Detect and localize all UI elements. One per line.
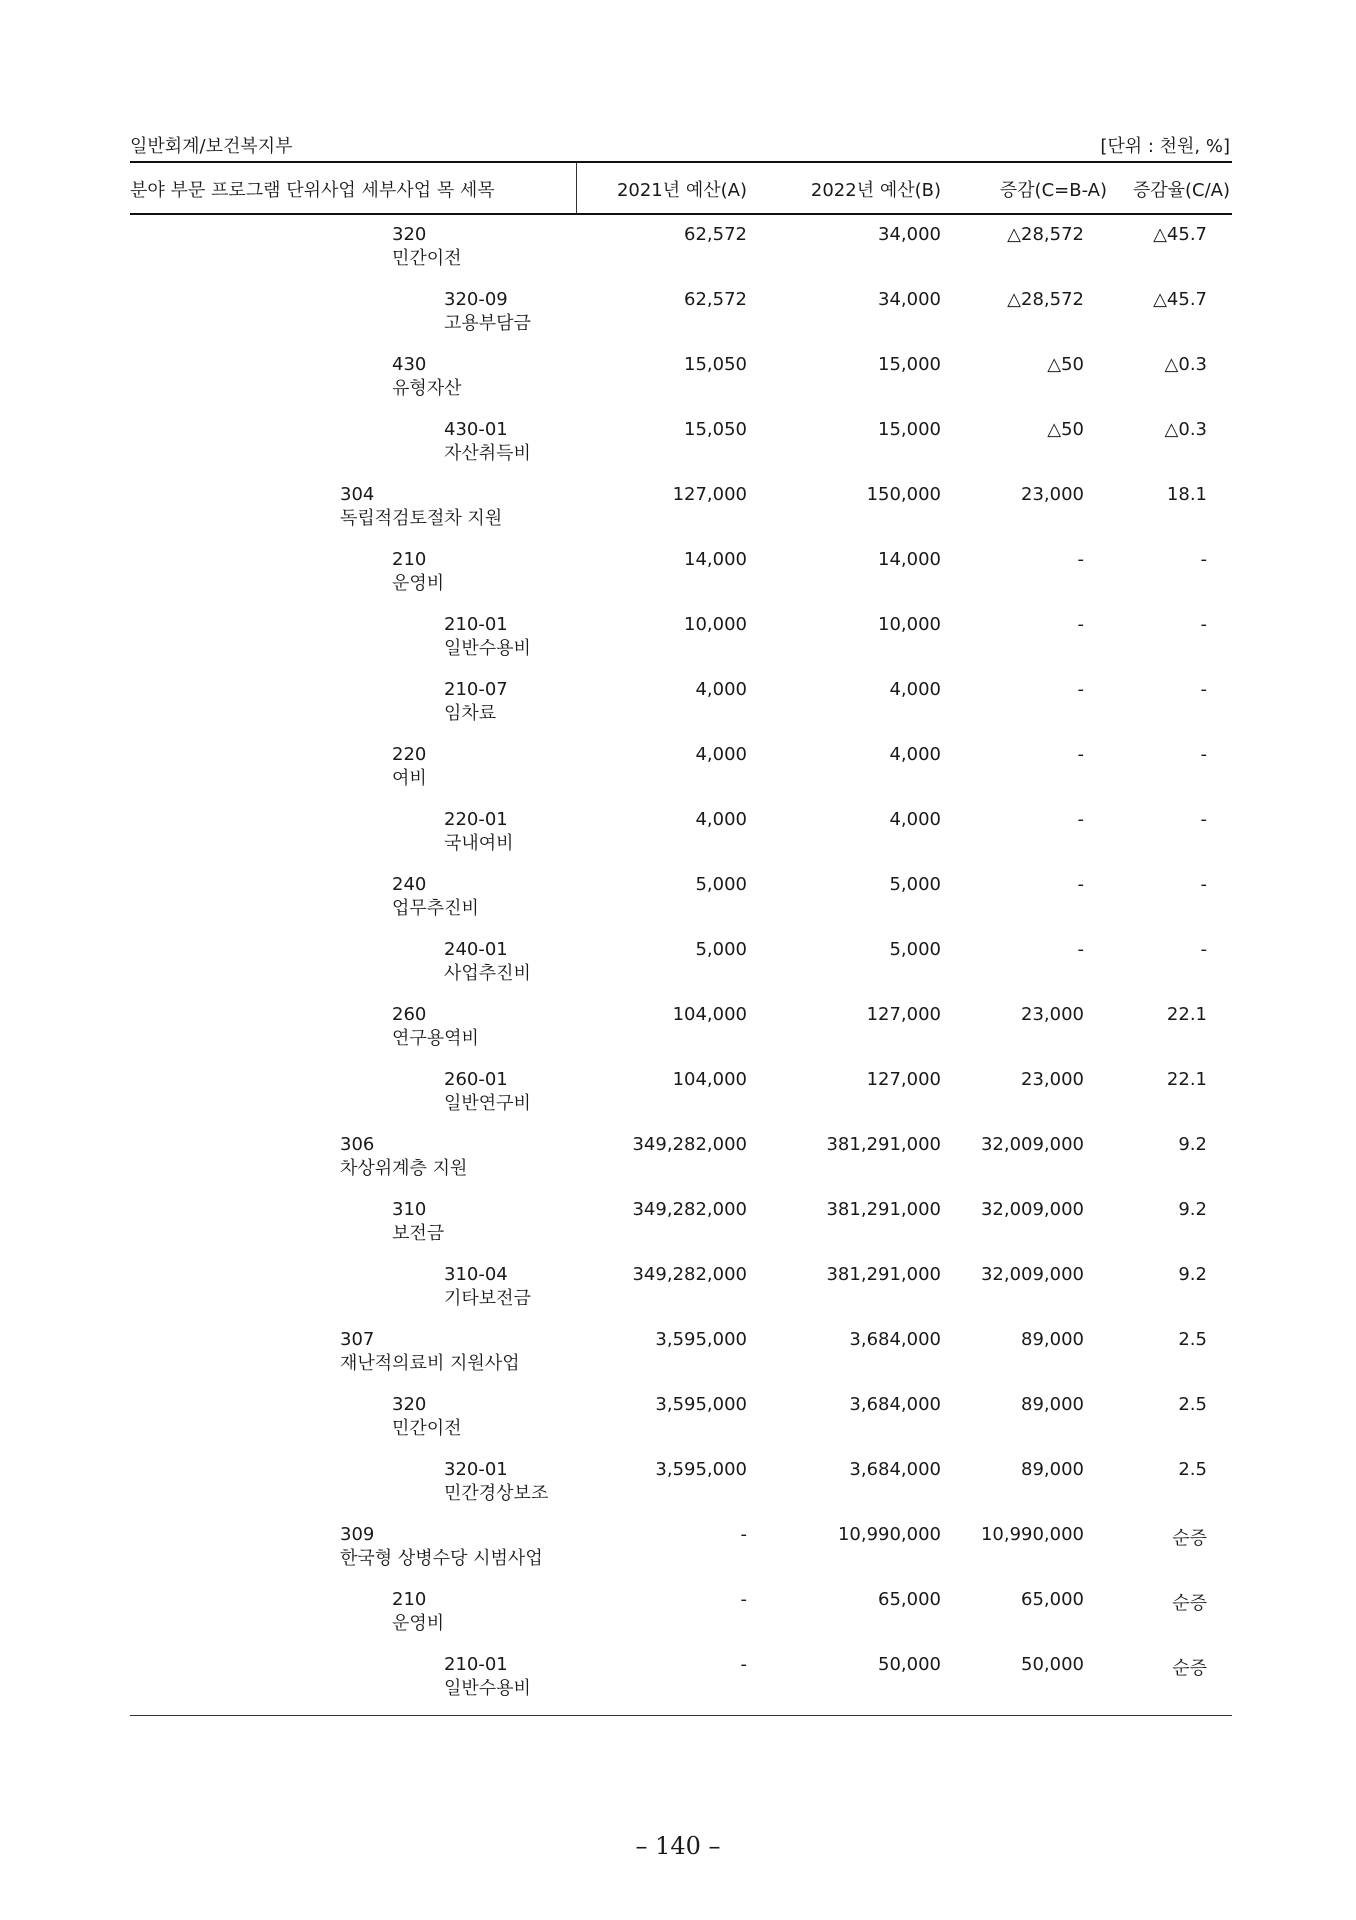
row-budget-2021: 14,000 (684, 549, 747, 570)
row-change: - (1077, 939, 1084, 960)
row-name: 한국형 상병수당 시범사업 (340, 1548, 543, 1569)
row-change: 23,000 (1021, 1004, 1084, 1025)
header-divider (576, 163, 577, 213)
row-change: 89,000 (1021, 1394, 1084, 1415)
row-budget-2021: 349,282,000 (632, 1134, 747, 1155)
table-row (130, 1132, 1232, 1197)
row-change: - (1077, 874, 1084, 895)
row-budget-2022: 5,000 (889, 939, 941, 960)
table-body (130, 222, 1232, 1717)
row-code: 210 (392, 549, 427, 570)
table-row (130, 612, 1232, 677)
table-row (130, 1002, 1232, 1067)
table-row (130, 807, 1232, 872)
row-name: 민간이전 (392, 1418, 462, 1439)
row-budget-2022: 3,684,000 (849, 1394, 941, 1415)
row-name: 운영비 (392, 1613, 445, 1634)
row-rate: - (1200, 939, 1207, 960)
table-row (130, 287, 1232, 352)
row-rate: 22.1 (1166, 1004, 1207, 1025)
row-budget-2021: - (740, 1524, 747, 1545)
row-budget-2021: 4,000 (695, 679, 747, 700)
header-budget-2022: 2022년 예산(B) (810, 180, 941, 201)
row-change: △50 (1047, 354, 1084, 375)
row-name: 연구용역비 (392, 1028, 479, 1049)
row-budget-2022: 127,000 (866, 1004, 941, 1025)
row-name: 민간경상보조 (444, 1483, 549, 1504)
row-budget-2021: 127,000 (672, 484, 747, 505)
row-name: 일반수용비 (444, 638, 531, 659)
row-budget-2021: 62,572 (684, 289, 747, 310)
row-budget-2022: 381,291,000 (826, 1134, 941, 1155)
row-budget-2021: - (740, 1654, 747, 1675)
header-category: 분야 부문 프로그램 단위사업 세부사업 목 세목 (130, 180, 495, 201)
page-number: – 140 – (635, 1832, 721, 1860)
row-budget-2022: 10,000 (878, 614, 941, 635)
row-code: 260 (392, 1004, 427, 1025)
row-change: 89,000 (1021, 1329, 1084, 1350)
row-budget-2021: 3,595,000 (655, 1459, 747, 1480)
table-row (130, 872, 1232, 937)
document-title: 일반회계/보건복지부 (130, 136, 293, 157)
table-row (130, 1522, 1232, 1587)
row-code: 210-01 (444, 614, 508, 635)
row-name: 기타보전금 (444, 1288, 531, 1309)
row-budget-2022: 150,000 (866, 484, 941, 505)
row-budget-2022: 34,000 (878, 289, 941, 310)
row-change: 23,000 (1021, 484, 1084, 505)
table-row (130, 677, 1232, 742)
row-code: 320-09 (444, 289, 508, 310)
row-budget-2022: 15,000 (878, 354, 941, 375)
row-rate: 2.5 (1178, 1459, 1207, 1480)
header-budget-2021: 2021년 예산(A) (616, 180, 747, 201)
row-change: △28,572 (1007, 224, 1084, 245)
row-name: 일반연구비 (444, 1093, 531, 1114)
table-row (130, 1327, 1232, 1392)
row-budget-2022: 50,000 (878, 1654, 941, 1675)
row-rate: - (1200, 874, 1207, 895)
row-name: 독립적검토절차 지원 (340, 508, 503, 529)
row-change: - (1077, 549, 1084, 570)
row-change: 32,009,000 (980, 1134, 1084, 1155)
row-rate: 9.2 (1178, 1199, 1207, 1220)
row-name: 차상위계층 지원 (340, 1158, 468, 1179)
row-code: 310 (392, 1199, 427, 1220)
table-row (130, 1262, 1232, 1327)
row-change: △28,572 (1007, 289, 1084, 310)
row-rate: △0.3 (1164, 354, 1207, 375)
table-row (130, 1197, 1232, 1262)
row-change: 23,000 (1021, 1069, 1084, 1090)
row-code: 307 (340, 1329, 375, 1350)
row-rate: 9.2 (1178, 1134, 1207, 1155)
row-change: △50 (1047, 419, 1084, 440)
row-budget-2022: 15,000 (878, 419, 941, 440)
row-budget-2021: 15,050 (684, 354, 747, 375)
row-name: 사업추진비 (444, 963, 531, 984)
row-name: 민간이전 (392, 248, 462, 269)
row-budget-2022: 381,291,000 (826, 1199, 941, 1220)
row-rate: - (1200, 679, 1207, 700)
row-budget-2022: 4,000 (889, 679, 941, 700)
row-change: - (1077, 744, 1084, 765)
row-rate: 순증 (1172, 1658, 1207, 1679)
row-budget-2021: 4,000 (695, 744, 747, 765)
row-code: 304 (340, 484, 375, 505)
row-budget-2021: 349,282,000 (632, 1199, 747, 1220)
row-rate: 18.1 (1166, 484, 1207, 505)
row-code: 210-07 (444, 679, 508, 700)
row-code: 310-04 (444, 1264, 508, 1285)
table-row (130, 1392, 1232, 1457)
row-budget-2021: 4,000 (695, 809, 747, 830)
row-budget-2022: 3,684,000 (849, 1459, 941, 1480)
row-name: 운영비 (392, 573, 445, 594)
row-name: 보전금 (392, 1223, 445, 1244)
row-change: 32,009,000 (980, 1199, 1084, 1220)
row-budget-2021: 3,595,000 (655, 1394, 747, 1415)
header-rate: 증감율(C/A) (1132, 180, 1230, 201)
table-row (130, 352, 1232, 417)
table-header-rule (130, 213, 1232, 215)
row-rate: △45.7 (1153, 289, 1207, 310)
row-name: 재난적의료비 지원사업 (340, 1353, 520, 1374)
row-name: 여비 (392, 768, 427, 789)
row-name: 국내여비 (444, 833, 514, 854)
row-change: 89,000 (1021, 1459, 1084, 1480)
row-name: 임차료 (444, 703, 497, 724)
table-row (130, 547, 1232, 612)
row-rate: 순증 (1172, 1593, 1207, 1614)
row-change: - (1077, 679, 1084, 700)
row-code: 320-01 (444, 1459, 508, 1480)
row-rate: 22.1 (1166, 1069, 1207, 1090)
row-rate: △45.7 (1153, 224, 1207, 245)
row-budget-2022: 4,000 (889, 809, 941, 830)
row-code: 430 (392, 354, 427, 375)
table-header (130, 163, 1232, 213)
row-budget-2021: - (740, 1589, 747, 1610)
table-row (130, 1067, 1232, 1132)
row-budget-2021: 5,000 (695, 939, 747, 960)
row-change: 10,990,000 (980, 1524, 1084, 1545)
row-change: - (1077, 614, 1084, 635)
row-rate: △0.3 (1164, 419, 1207, 440)
table-row (130, 417, 1232, 482)
row-budget-2022: 14,000 (878, 549, 941, 570)
row-change: 50,000 (1021, 1654, 1084, 1675)
table-row (130, 742, 1232, 807)
row-budget-2022: 10,990,000 (837, 1524, 941, 1545)
row-budget-2022: 5,000 (889, 874, 941, 895)
row-name: 업무추진비 (392, 898, 479, 919)
row-rate: 순증 (1172, 1528, 1207, 1549)
row-rate: 9.2 (1178, 1264, 1207, 1285)
row-budget-2021: 3,595,000 (655, 1329, 747, 1350)
row-code: 306 (340, 1134, 375, 1155)
row-code: 220-01 (444, 809, 508, 830)
row-name: 고용부담금 (444, 313, 531, 334)
header-change: 증감(C=B-A) (999, 180, 1107, 201)
row-budget-2022: 381,291,000 (826, 1264, 941, 1285)
row-name: 자산취득비 (444, 443, 531, 464)
table-row (130, 1457, 1232, 1522)
row-budget-2022: 3,684,000 (849, 1329, 941, 1350)
row-rate: - (1200, 614, 1207, 635)
row-code: 320 (392, 1394, 427, 1415)
row-code: 210 (392, 1589, 427, 1610)
row-budget-2022: 4,000 (889, 744, 941, 765)
row-code: 309 (340, 1524, 375, 1545)
row-budget-2021: 15,050 (684, 419, 747, 440)
row-code: 240-01 (444, 939, 508, 960)
row-budget-2021: 10,000 (684, 614, 747, 635)
row-change: - (1077, 809, 1084, 830)
row-budget-2021: 62,572 (684, 224, 747, 245)
row-budget-2022: 34,000 (878, 224, 941, 245)
row-code: 260-01 (444, 1069, 508, 1090)
table-row (130, 1652, 1232, 1717)
row-code: 210-01 (444, 1654, 508, 1675)
row-budget-2022: 127,000 (866, 1069, 941, 1090)
row-code: 220 (392, 744, 427, 765)
table-row (130, 1587, 1232, 1652)
row-budget-2021: 104,000 (672, 1069, 747, 1090)
row-code: 430-01 (444, 419, 508, 440)
row-rate: - (1200, 744, 1207, 765)
row-budget-2021: 5,000 (695, 874, 747, 895)
row-budget-2021: 349,282,000 (632, 1264, 747, 1285)
row-rate: - (1200, 809, 1207, 830)
row-name: 유형자산 (392, 378, 462, 399)
row-name: 일반수용비 (444, 1678, 531, 1699)
unit-label: [단위 : 천원, %] (1100, 136, 1230, 157)
row-code: 320 (392, 224, 427, 245)
row-rate: 2.5 (1178, 1394, 1207, 1415)
row-change: 65,000 (1021, 1589, 1084, 1610)
table-row (130, 222, 1232, 287)
row-change: 32,009,000 (980, 1264, 1084, 1285)
table-row (130, 482, 1232, 547)
table-row (130, 937, 1232, 1002)
row-rate: - (1200, 549, 1207, 570)
row-budget-2022: 65,000 (878, 1589, 941, 1610)
row-rate: 2.5 (1178, 1329, 1207, 1350)
table-bottom-rule (130, 1715, 1232, 1716)
row-budget-2021: 104,000 (672, 1004, 747, 1025)
row-code: 240 (392, 874, 427, 895)
